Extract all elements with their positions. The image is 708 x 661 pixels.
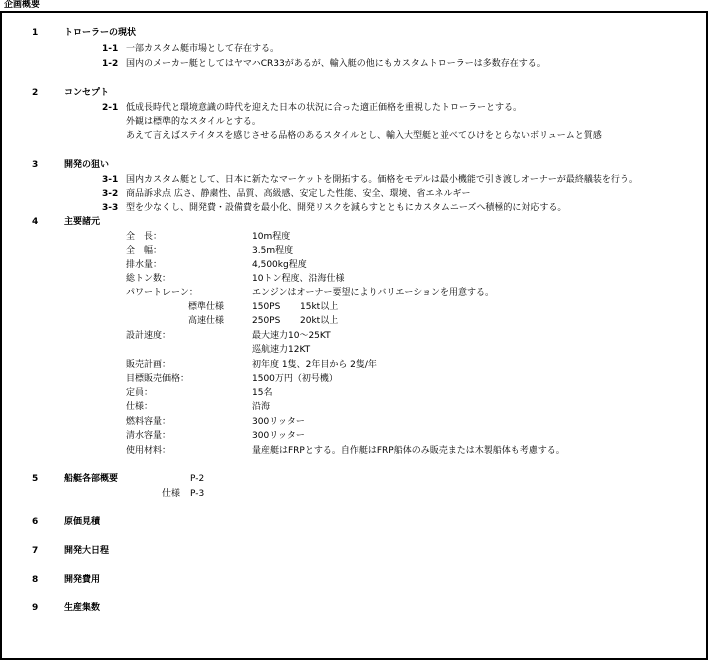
- spec-gt-value: 10トン程度、沿海仕様: [252, 274, 345, 284]
- spec-disp-value: 4,500kg程度: [252, 260, 307, 270]
- spec-loa-label: 全 長：: [126, 232, 163, 242]
- section-1-heading: トローラーの現状: [64, 28, 137, 38]
- spec-speed-max: 最大速力10～25KT: [252, 331, 331, 341]
- item-3-1-label: 3-1: [102, 175, 119, 185]
- spec-water-value: 300リッター: [252, 431, 305, 441]
- spec-fuel-label: 燃料容量：: [126, 417, 172, 427]
- section-5-heading: 船艇各部概要: [64, 474, 119, 484]
- section-5-number: 5: [32, 474, 39, 484]
- spec-price-label: 目標販売価格：: [126, 374, 190, 384]
- spec-speed-label: 設計速度：: [126, 331, 172, 341]
- spec-speed-cruise: 巡航速力12KT: [252, 345, 311, 355]
- section-5-ref-2: P-3: [190, 489, 205, 499]
- section-8-heading: 開発費用: [64, 575, 101, 585]
- item-1-1-text: 一部カスタム艇市場として存在する。: [126, 44, 280, 54]
- spec-plan-label: 販売計画：: [126, 360, 172, 370]
- item-3-1-text: 国内カスタム艇として、日本に新たなマーケットを開拓する。価格をモデルは最小機能で引き渡しオーナーが最終艤装を行う。: [126, 175, 638, 185]
- spec-beam-label: 全 幅：: [126, 246, 163, 256]
- spec-highspeed-kt: 20kt以上: [300, 316, 339, 326]
- spec-standard-label: 標準仕様: [188, 302, 225, 312]
- spec-material-label: 使用材料：: [126, 446, 172, 456]
- section-9-heading: 生産集数: [64, 603, 101, 613]
- spec-spec-label: 仕様：: [126, 402, 154, 412]
- spec-powertrain-label: パワートレーン：: [126, 288, 198, 298]
- section-4-heading: 主要諸元: [64, 217, 101, 227]
- concept-line-1: 外観は標準的なスタイルとする。: [126, 117, 261, 127]
- section-1-number: 1: [32, 28, 39, 38]
- section-8-number: 8: [32, 575, 39, 585]
- item-1-2-text: 国内のメーカー艇としてはヤマハCR33があるが、輸入艇の他にもカスタムトローラーは多数存在する。: [126, 59, 546, 69]
- item-3-2-label: 3-2: [102, 189, 119, 199]
- section-9-number: 9: [32, 603, 39, 613]
- spec-material-value: 量産艇はFRPとする。自作艇はFRP船体のみ販売または木製船体も考慮する。: [252, 446, 565, 456]
- section-5-ref-1: P-2: [190, 474, 205, 484]
- concept-line-2: あえて言えばステイタスを感じさせる品格のあるスタイルとし、輸入大型艇と並べてひけをとらないボリュームと質感: [126, 131, 602, 141]
- spec-gt-label: 総トン数：: [126, 274, 172, 284]
- item-3-3-label: 3-3: [102, 203, 119, 213]
- spec-fuel-value: 300リッター: [252, 417, 305, 427]
- item-3-2-text: 商品訴求点 広さ、静粛性、品質、高級感、安定した性能、安全、環境、省エネルギー: [126, 189, 471, 199]
- item-2-1-label: 2-1: [102, 103, 119, 113]
- spec-standard-ps: 150PS: [252, 302, 281, 312]
- section-6-number: 6: [32, 517, 39, 527]
- spec-beam-value: 3.5m程度: [252, 246, 294, 256]
- spec-disp-label: 排水量：: [126, 260, 163, 270]
- spec-spec-value: 沿海: [252, 402, 271, 412]
- spec-highspeed-ps: 250PS: [252, 316, 281, 326]
- section-3-heading: 開発の狙い: [64, 160, 110, 170]
- spec-water-label: 清水容量：: [126, 431, 172, 441]
- spec-price-value: 1500万円（初号機）: [252, 374, 338, 384]
- spec-standard-kt: 15kt以上: [300, 302, 339, 312]
- section-2-heading: コンセプト: [64, 88, 110, 98]
- section-3-number: 3: [32, 160, 39, 170]
- item-2-1-text: 低成長時代と環境意識の時代を迎えた日本の状況に合った適正価格を重視したトローラーとする。: [126, 103, 523, 113]
- section-4-number: 4: [32, 217, 39, 227]
- item-3-3-text: 型を少なくし、開発費・設備費を最小化、開発リスクを減らすとともにカスタムニーズへ積極的に対応する。: [126, 203, 567, 213]
- item-1-2-label: 1-2: [102, 59, 119, 69]
- section-7-heading: 開発大日程: [64, 546, 110, 556]
- section-5-sub-label: 仕様: [162, 489, 181, 499]
- section-2-number: 2: [32, 88, 39, 98]
- spec-highspeed-label: 高速仕様: [188, 316, 225, 326]
- item-1-1-label: 1-1: [102, 44, 119, 54]
- spec-capacity-label: 定員：: [126, 388, 154, 398]
- section-6-heading: 原価見積: [64, 517, 101, 527]
- spec-powertrain-value: エンジンはオーナー要望によりバリエーションを用意する。: [252, 288, 495, 298]
- spec-loa-value: 10m程度: [252, 232, 291, 242]
- spec-plan-value: 初年度 1隻、2年目から 2隻/年: [252, 360, 377, 370]
- section-7-number: 7: [32, 546, 39, 556]
- spec-capacity-value: 15名: [252, 388, 273, 398]
- page-title: 企画概要: [4, 0, 41, 10]
